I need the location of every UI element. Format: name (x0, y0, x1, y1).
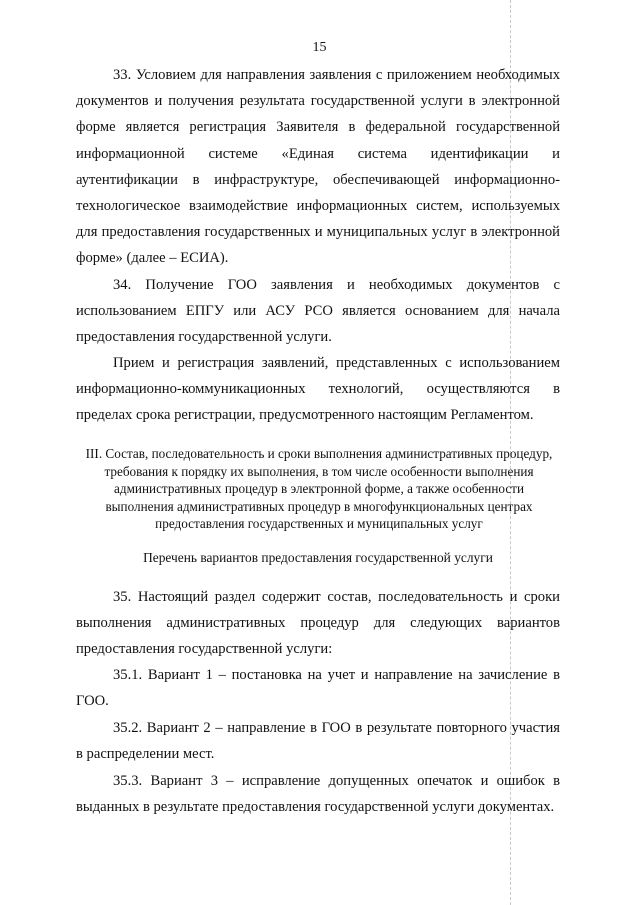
subsection-heading: Перечень вариантов предоставления государственной услуги (143, 550, 493, 565)
paragraph-35-3 (76, 768, 560, 820)
paragraph-33 (76, 62, 560, 272)
paragraph-34 (76, 272, 560, 351)
page-number: 15 (312, 40, 327, 55)
section-heading: III. Состав, последовательность и сроки выполнения административных процедур, требования к порядку их выполнения, в том числе особенности выполнения административных процедур в электронной форме, а также особенности выполнения административных процедур в многофункциональных центрах предоставления государственных и муниципальных услуг (85, 446, 553, 532)
paragraph-35-text: 35. Настоящий раздел содержит состав, последовательность и сроки выполнения административных процедур для следующих вариантов предоставления государственной услуги: (76, 589, 560, 658)
paragraph-35-1-text: 35.1. Вариант 1 – постановка на учет и направление на зачисление в ГОО. (76, 667, 560, 710)
paragraph-33-text: 33. Условием для направления заявления с приложением необходимых документов и получения результата государственной услуги в электронной форме является регистрация Заявителя в федеральной государственной информационной системе «Единая система идентификации и аутентификации в инфраструктуре, обеспечивающей информационно-технологическое взаимодействие информационных систем, используемых для предоставления государственных и муниципальных услуг в электронной форме» (далее – ЕСИА). (76, 67, 560, 267)
paragraph-34-continued (76, 350, 560, 429)
paragraph-34-continued-text: Прием и регистрация заявлений, представленных с использованием информационно-коммуникационных технологий, осуществляются в пределах срока регистрации, предусмотренного настоящим Регламентом. (76, 355, 560, 424)
paragraph-35-2-text: 35.2. Вариант 2 – направление в ГОО в результате повторного участия в распределении мест. (76, 720, 560, 763)
paragraph-35 (76, 584, 560, 663)
paragraph-35-2 (76, 715, 560, 767)
paragraph-35-3-text: 35.3. Вариант 3 – исправление допущенных опечаток и ошибок в выданных в результате предоставления государственной услуги документах. (76, 773, 560, 816)
paragraph-34-text: 34. Получение ГОО заявления и необходимых документов с использованием ЕПГУ или АСУ РСО является основанием для начала предоставления государственной услуги. (76, 277, 560, 346)
paragraph-35-1 (76, 662, 560, 714)
